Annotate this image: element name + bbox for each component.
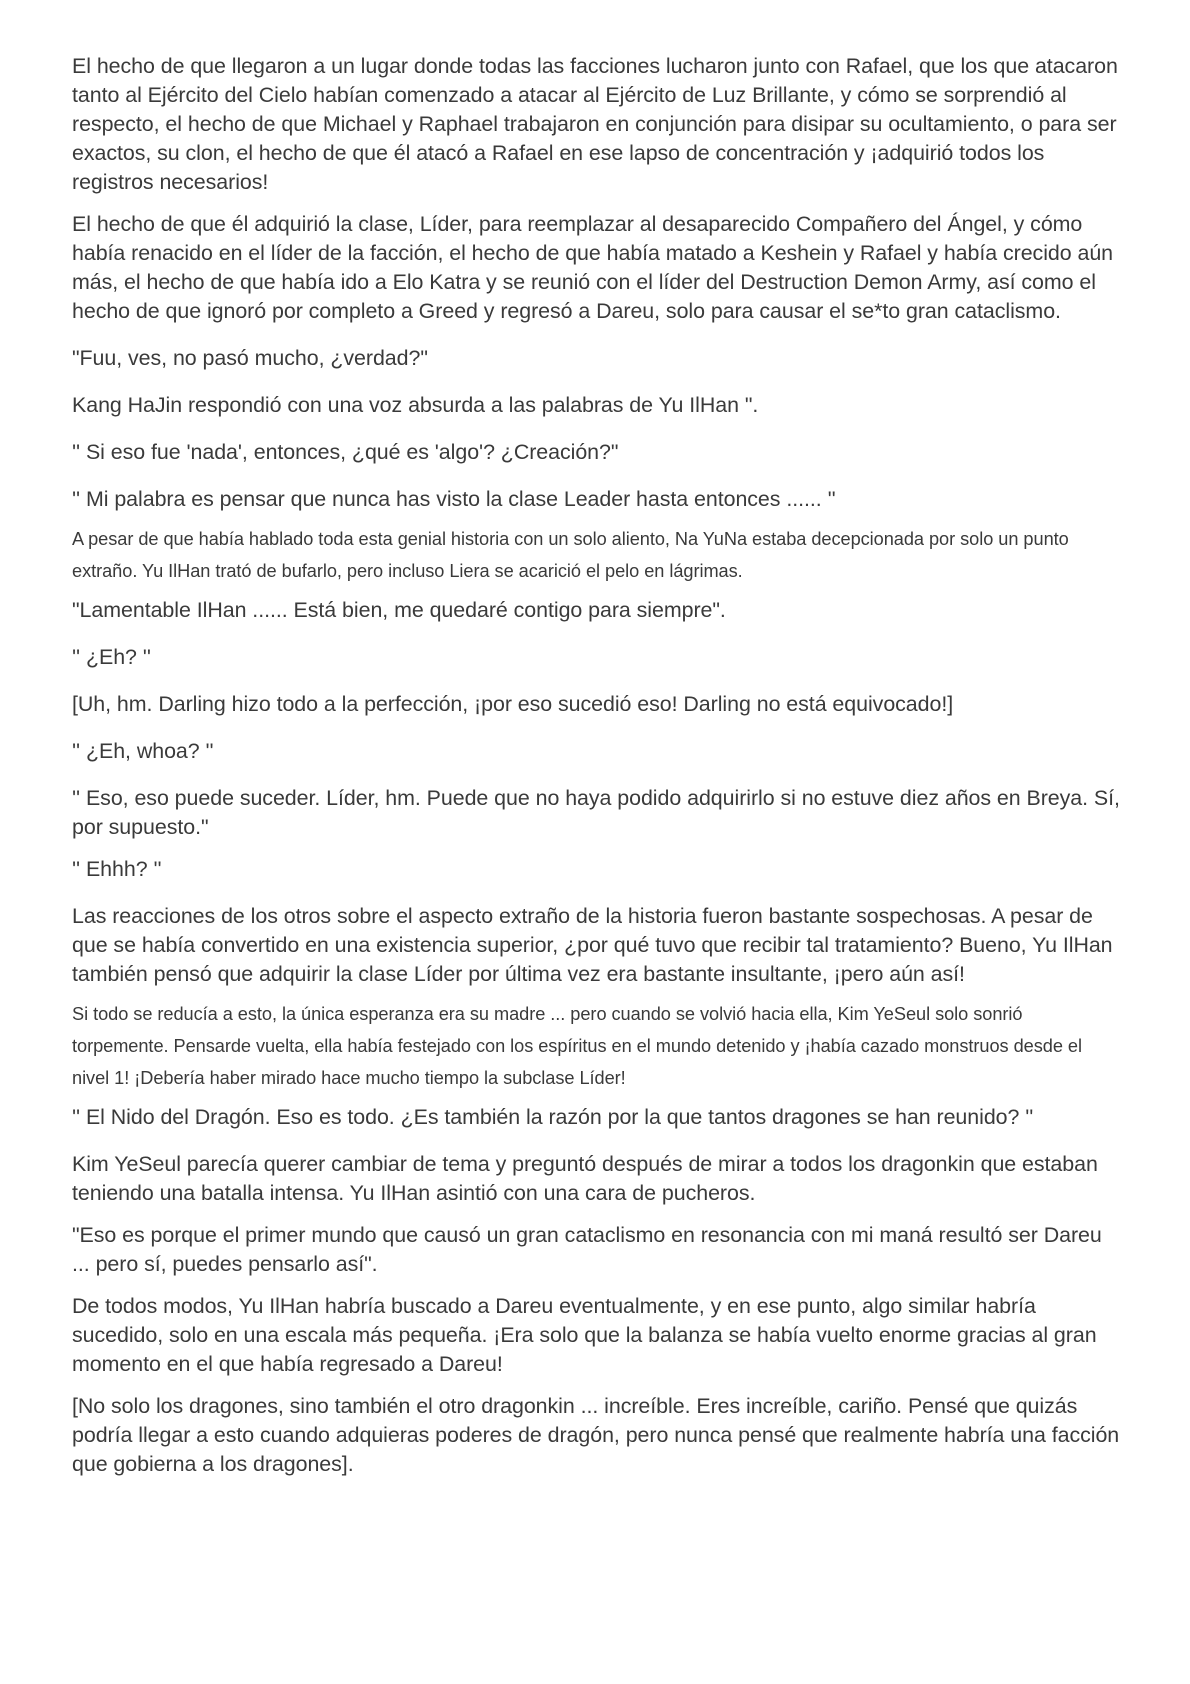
paragraph: Kim YeSeul parecía querer cambiar de tema y preguntó después de mirar a todos los dragonkin que estaban teniendo una batalla intensa. Yu IlHan asintió con una cara de pucheros. [72,1152,1098,1205]
paragraph: '' Mi palabra es pensar que nunca has visto la clase Leader hasta entonces ...... '' [72,487,836,511]
paragraph: [No solo los dragones, sino también el otro dragonkin ... increíble. Eres increíble, cariño. Pensé que quizás podría llegar a esto cuando adquieras poderes de dragón, pero nunca pensé que realmente habría una facción que gobierna a los dragones]. [72,1394,1120,1476]
paragraph: [Uh, hm. Darling hizo todo a la perfección, ¡por eso sucedió eso! Darling no está equivocado!] [72,692,954,716]
paragraph: '' El Nido del Dragón. Eso es todo. ¿Es también la razón por la que tantos dragones se han reunido? '' [72,1105,1034,1129]
paragraph: Si todo se reducía a esto, la única esperanza era su madre ... pero cuando se volvió hacia ella, Kim YeSeul solo sonrió torpemente. Pensarde vuelta, ella había festejado con los espíritus en el mundo detenido y ¡había cazado monstruos desde el nivel 1! ¡Debería haber mirado hace mucho tiempo la subclase Líder! [72,1004,1082,1088]
paragraph: Las reacciones de los otros sobre el aspecto extraño de la historia fueron bastante sospechosas. A pesar de que se había convertido en una existencia superior, ¿por qué tuvo que recibir tal tratamiento? Bueno, Yu IlHan también pensó que adquirir la clase Líder por última vez era bastante insultante, ¡pero aún así! [72,904,1113,986]
paragraph: "Fuu, ves, no pasó mucho, ¿verdad?" [72,346,428,370]
paragraph: '' Ehhh? '' [72,857,162,881]
paragraph: '' Eso, eso puede suceder. Líder, hm. Puede que no haya podido adquirirlo si no estuve diez años en Breya. Sí, por supuesto." [72,786,1120,839]
paragraph: "Eso es porque el primer mundo que causó un gran cataclismo en resonancia con mi maná resultó ser Dareu ... pero sí, puedes pensarlo así". [72,1223,1102,1276]
paragraph: El hecho de que él adquirió la clase, Líder, para reemplazar al desaparecido Compañero del Ángel, y cómo había renacido en el líder de la facción, el hecho de que había matado a Keshein y Rafael y había crecido aún más, el hecho de que había ido a Elo Katra y se reunió con el líder del Destruction Demon Army, así como el hecho de que ignoró por completo a Greed y regresó a Dareu, solo para causar el se*to gran cataclismo. [72,212,1114,323]
document-page [72,52,1122,1479]
paragraph: A pesar de que había hablado toda esta genial historia con un solo aliento, Na YuNa estaba decepcionada por solo un punto extraño. Yu IlHan trató de bufarlo, pero incluso Liera se acarició el pelo en lágrimas. [72,529,1069,581]
paragraph: '' ¿Eh, whoa? '' [72,739,214,763]
paragraph: Kang HaJin respondió con una voz absurda a las palabras de Yu IlHan ". [72,393,759,417]
paragraph: '' Si eso fue 'nada', entonces, ¿qué es 'algo'? ¿Creación?" [72,440,619,464]
paragraph: '' ¿Eh? '' [72,645,151,669]
paragraph: De todos modos, Yu IlHan habría buscado a Dareu eventualmente, y en ese punto, algo similar habría sucedido, solo en una escala más pequeña. ¡Era solo que la balanza se había vuelto enorme gracias al gran momento en el que había regresado a Dareu! [72,1294,1097,1376]
paragraph: El hecho de que llegaron a un lugar donde todas las facciones lucharon junto con Rafael, que los que atacaron tanto al Ejército del Cielo habían comenzado a atacar al Ejército de Luz Brillante, y cómo se sorprendió al respecto, el hecho de que Michael y Raphael trabajaron en conjunción para disipar su ocultamiento, o para ser exactos, su clon, el hecho de que él atacó a Rafael en ese lapso de concentración y ¡adquirió todos los registros necesarios! [72,54,1118,194]
paragraph: "Lamentable IlHan ...... Está bien, me quedaré contigo para siempre". [72,598,726,622]
